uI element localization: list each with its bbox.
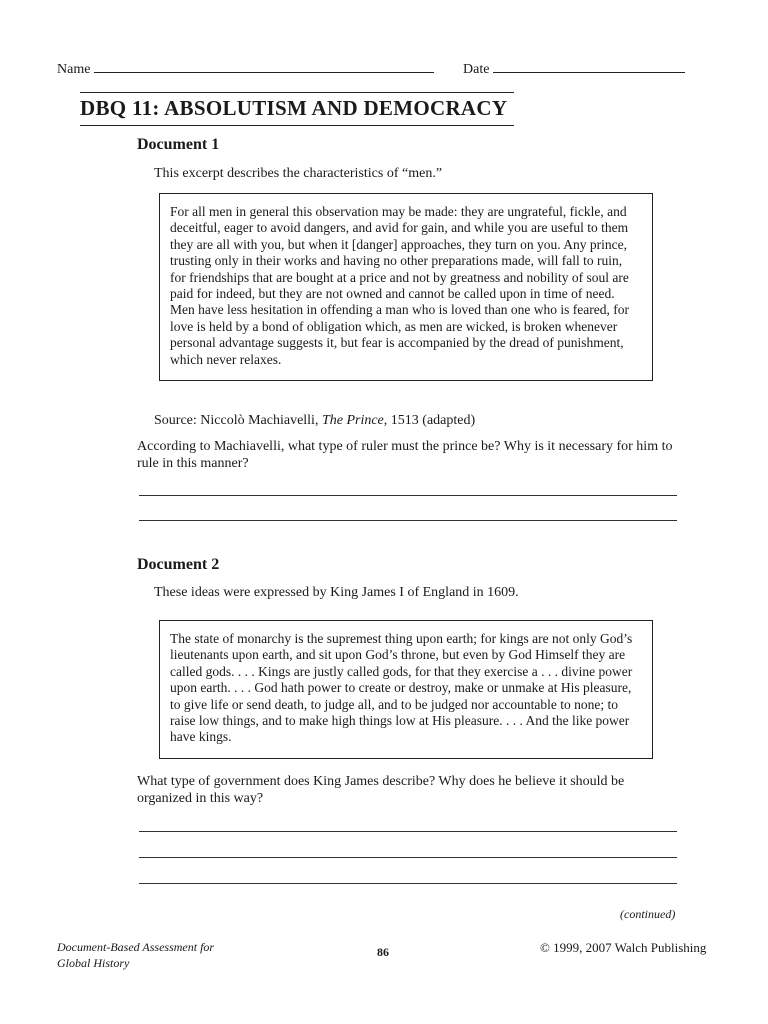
document-1-quote-text: For all men in general this observation may be made: they are ungrateful, fickle, and deceitful, eager to avoid dangers, and avid for gain, and while you are useful to them they are all with you, but when it [danger] approaches, they turn on you. Any prince, trusting only in their works and having no other preparations made, will fall to ruin, for friendships that are bought at a price and not by greatness and nobility of soul are paid for indeed, but they are not owned and cannot be called upon in time of need. Men have less hesitation in offending a man who is loved than one who is feared, for love is held by a bond of obligation which, as men are wicked, is broken whenever personal advantage suggests it, but fear is accompanied by the dread of punishment, which never relaxes. xyxy=(170,204,630,367)
page-number: 86 xyxy=(377,945,389,959)
name-field xyxy=(57,60,434,78)
source-prefix: Source: Niccolò Machiavelli, xyxy=(154,413,322,428)
document-1-intro: This excerpt describes the characteristics of “men.” xyxy=(154,166,443,181)
copyright-notice: © 1999, 2007 Walch Publishing xyxy=(540,940,707,955)
document-2-answer-line-2[interactable] xyxy=(139,857,677,858)
date-field xyxy=(463,60,685,78)
book-title xyxy=(57,939,214,971)
source-suffix: , 1513 (adapted) xyxy=(383,413,476,428)
document-2-quote-text: The state of monarchy is the supremest thing upon earth; for kings are not only God’s lieutenants upon earth, and sit upon God’s throne, but even by God Himself they are called gods. . . . Kings are justly called gods, for that they exercise a . . . divine power upon earth. . . . God hath power to create or destroy, make or unmake at His pleasure, to give life or send death, to judge all, and to be judged nor accountable to none; to raise low things, and to make high things low at His pleasure. . . . And the like power have kings. xyxy=(170,631,633,745)
book-title-line-2: Global History xyxy=(57,956,130,970)
document-2-question: What type of government does King James describe? Why does he believe it should be organized in this way? xyxy=(137,774,625,806)
document-1-heading: Document 1 xyxy=(137,136,220,153)
title-top-rule xyxy=(80,92,514,93)
title-bottom-rule xyxy=(80,125,514,126)
document-1-answer-line-1[interactable] xyxy=(139,495,677,496)
document-2-answer-line-3[interactable] xyxy=(139,883,677,884)
source-title: The Prince xyxy=(321,413,384,428)
document-2-intro: These ideas were expressed by King James I of England in 1609. xyxy=(154,585,519,600)
document-1-source xyxy=(154,413,475,429)
date-label: Date xyxy=(463,62,490,77)
name-label: Name xyxy=(57,62,91,77)
document-1-quote-box xyxy=(159,193,653,381)
name-blank-line[interactable] xyxy=(94,60,434,73)
document-1-answer-line-2[interactable] xyxy=(139,520,677,521)
document-1-question: According to Machiavelli, what type of ruler must the prince be? Why is it necessary for him to rule in this manner? xyxy=(137,439,673,471)
document-2-heading: Document 2 xyxy=(137,556,220,573)
continued-note: (continued) xyxy=(620,907,676,921)
book-title-line-1: Document-Based Assessment for xyxy=(57,940,215,954)
page-title: DBQ 11: ABSOLUTISM AND DEMOCRACY xyxy=(80,96,508,120)
document-2-answer-line-1[interactable] xyxy=(139,831,677,832)
document-2-quote-box xyxy=(159,620,653,759)
date-blank-line[interactable] xyxy=(493,60,685,73)
